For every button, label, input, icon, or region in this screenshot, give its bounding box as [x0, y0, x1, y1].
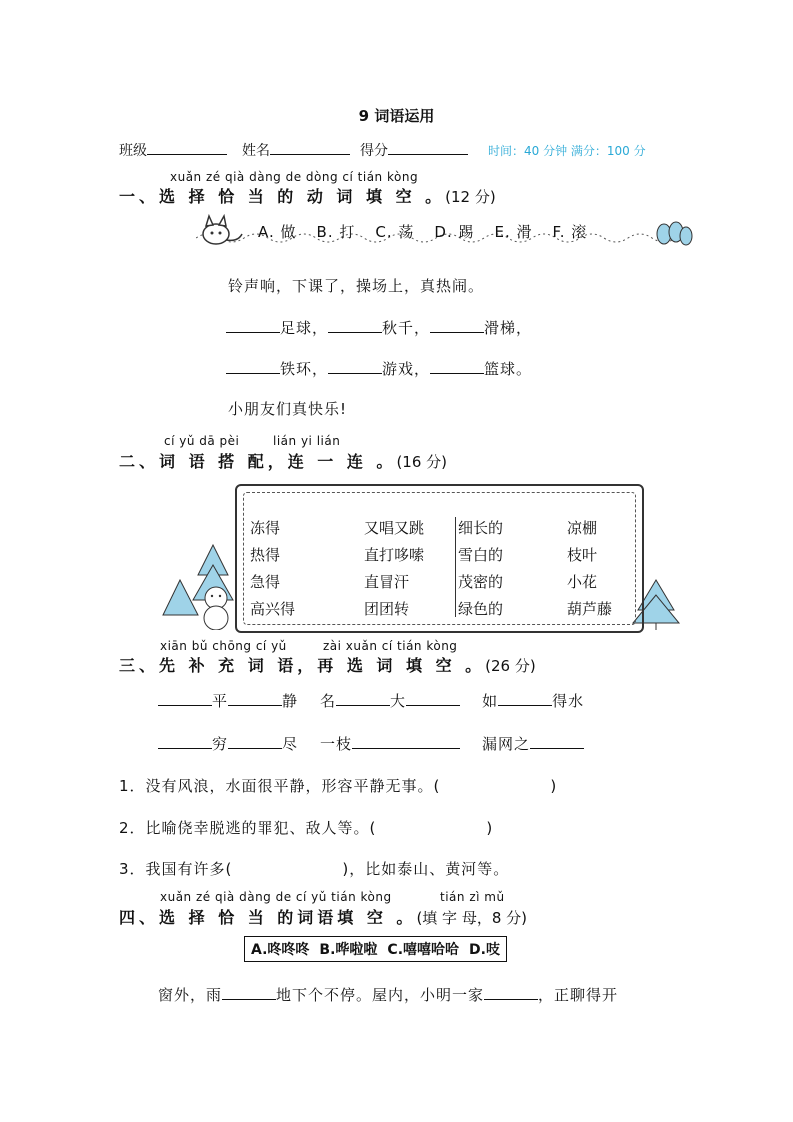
option-a: A. 做	[258, 223, 297, 241]
close-paren: )	[550, 777, 558, 795]
option-d: D. 踢	[434, 223, 475, 241]
match-item[interactable]: 茂密的	[458, 573, 504, 591]
fill-text: 足球，	[280, 319, 329, 337]
fill-blank[interactable]	[530, 736, 584, 749]
score-blank[interactable]	[388, 140, 468, 155]
idiom-text: 平	[212, 692, 229, 710]
idiom-text: 名	[320, 692, 337, 710]
name-label: 姓名	[242, 143, 270, 159]
section2-pinyin2: lián yi lián	[273, 434, 341, 448]
name-blank[interactable]	[270, 140, 350, 155]
match-col2	[364, 515, 424, 623]
section1-score: (12 分)	[445, 188, 496, 206]
question-3	[119, 858, 509, 879]
section1-line1: 铃声响，下课了，操场上，真热闹。	[228, 277, 485, 295]
match-item[interactable]: 枝叶	[567, 546, 598, 564]
matching-box-inner	[243, 492, 636, 625]
section3-score: (26 分)	[485, 657, 536, 675]
match-item[interactable]: 小花	[567, 573, 598, 591]
close-paren: )	[486, 819, 494, 837]
idiom-text: 如	[482, 692, 499, 710]
idiom-text: 漏网之	[482, 735, 531, 753]
match-item[interactable]: 绿色的	[458, 600, 504, 618]
fill-blank[interactable]	[158, 736, 212, 749]
section1-fill-row2	[226, 358, 532, 379]
option-c: C. 荡	[375, 223, 415, 241]
fill-text: 游戏，	[382, 360, 431, 378]
passage-text: 地下个不停。屋内，小明一家	[276, 986, 485, 1004]
idiom-text: 得水	[552, 692, 585, 710]
fill-blank[interactable]	[498, 693, 552, 706]
idiom-row1	[158, 690, 584, 711]
option-a: A.咚咚咚	[251, 942, 310, 958]
score-label: 得分	[360, 143, 388, 159]
idiom-row2	[158, 733, 584, 754]
fill-text: 秋千，	[382, 319, 431, 337]
section3-pinyin2: zài xuǎn cí tián kòng	[323, 639, 458, 653]
fill-blank[interactable]	[328, 361, 382, 374]
option-f: F. 滚	[552, 223, 588, 241]
match-item[interactable]: 热得	[250, 546, 281, 564]
option-b: B. 打	[316, 223, 356, 241]
section3-pinyin1: xiān bǔ chōng cí yǔ	[160, 639, 287, 653]
name-field	[242, 140, 350, 160]
section1-pinyin: xuǎn zé qià dàng de dòng cí tián kòng	[170, 170, 419, 184]
passage-text: ，正聊得开	[538, 986, 619, 1004]
match-item[interactable]: 葫芦藤	[567, 600, 613, 618]
fill-blank[interactable]	[222, 987, 276, 1000]
option-d: D.吱	[469, 942, 500, 958]
cat-icon	[203, 216, 242, 244]
section2-heading-text: 二、词 语 搭 配，连 一 连 。	[119, 452, 397, 471]
option-c: C.嘻嘻哈哈	[387, 942, 460, 958]
fill-blank[interactable]	[226, 320, 280, 333]
section4-heading-text: 四、选 择 恰 当 的词语填 空 。	[119, 908, 417, 927]
idiom-text: 穷	[212, 735, 229, 753]
question-1	[119, 775, 557, 796]
match-col3	[458, 515, 503, 623]
idiom-text: 静	[282, 692, 299, 710]
fill-blank[interactable]	[226, 361, 280, 374]
section1-heading-text: 一、选 择 恰 当 的 动 词 填 空 。	[119, 187, 446, 206]
fill-text: 铁环，	[280, 360, 329, 378]
question-3-text-a: 3．我国有许多(	[119, 860, 233, 878]
section2-pinyin1: cí yǔ dā pèi	[164, 434, 240, 448]
class-field	[119, 140, 227, 160]
leaf-cluster-icon	[657, 222, 692, 245]
fill-blank[interactable]	[352, 736, 460, 749]
match-item[interactable]: 细长的	[458, 519, 504, 537]
match-item[interactable]: 团团转	[364, 600, 410, 618]
match-item[interactable]: 直冒汗	[364, 573, 410, 591]
fill-blank[interactable]	[484, 987, 538, 1000]
fill-blank[interactable]	[336, 693, 390, 706]
section1-heading	[119, 184, 496, 207]
section4-pinyin1: xuǎn zé qià dàng de cí yǔ tián kòng	[160, 890, 392, 904]
option-b: B.哗啦啦	[319, 942, 378, 958]
fill-blank[interactable]	[430, 361, 484, 374]
match-item[interactable]: 冻得	[250, 519, 281, 537]
matching-box	[235, 484, 644, 633]
section3-heading	[119, 653, 536, 676]
match-item[interactable]: 雪白的	[458, 546, 504, 564]
fill-text: 滑梯，	[484, 319, 533, 337]
match-col4	[567, 515, 612, 623]
section1-options	[258, 221, 587, 242]
match-item[interactable]: 凉棚	[567, 519, 598, 537]
section4-passage	[158, 984, 618, 1005]
page-title: 9 词语运用	[358, 107, 435, 125]
passage-text: 窗外，雨	[158, 986, 223, 1004]
question-2-text: 2．比喻侥幸脱逃的罪犯、敌人等。(	[119, 819, 377, 837]
match-item[interactable]: 又唱又跳	[364, 519, 425, 537]
time-note: 时间：40 分钟 满分：100 分	[488, 144, 646, 158]
idiom-text: 一枝	[320, 735, 353, 753]
match-col1	[250, 515, 295, 623]
idiom-text: 大	[390, 692, 407, 710]
section4-heading	[119, 905, 527, 928]
section2-score: (16 分)	[396, 453, 447, 471]
question-2	[119, 817, 493, 838]
section4-pinyin2: tián zì mǔ	[440, 890, 505, 904]
fill-blank[interactable]	[228, 736, 282, 749]
fill-blank[interactable]	[328, 320, 382, 333]
section4-score: (填 字 母，8 分)	[416, 909, 527, 927]
class-label: 班级	[119, 143, 147, 159]
question-3-text-b: )，比如泰山、黄河等。	[342, 860, 510, 878]
section1-line2: 小朋友们真快乐!	[228, 400, 348, 418]
match-item[interactable]: 急得	[250, 573, 281, 591]
section4-options-box	[244, 936, 507, 962]
fill-blank[interactable]	[158, 693, 212, 706]
score-field	[360, 140, 468, 160]
option-e: E. 滑	[494, 223, 533, 241]
section1-fill-row1	[226, 317, 532, 338]
idiom-text: 尽	[282, 735, 299, 753]
fill-text: 篮球。	[484, 360, 533, 378]
fill-blank[interactable]	[430, 320, 484, 333]
match-item[interactable]: 高兴得	[250, 600, 296, 618]
section3-heading-text: 三、先 补 充 词 语，再 选 词 填 空 。	[119, 656, 486, 675]
question-1-text: 1．没有风浪，水面很平静，形容平静无事。(	[119, 777, 441, 795]
fill-blank[interactable]	[406, 693, 460, 706]
column-divider	[455, 517, 456, 617]
section2-heading	[119, 449, 447, 472]
match-item[interactable]: 直打哆嗦	[364, 546, 425, 564]
fill-blank[interactable]	[228, 693, 282, 706]
class-blank[interactable]	[147, 140, 227, 155]
